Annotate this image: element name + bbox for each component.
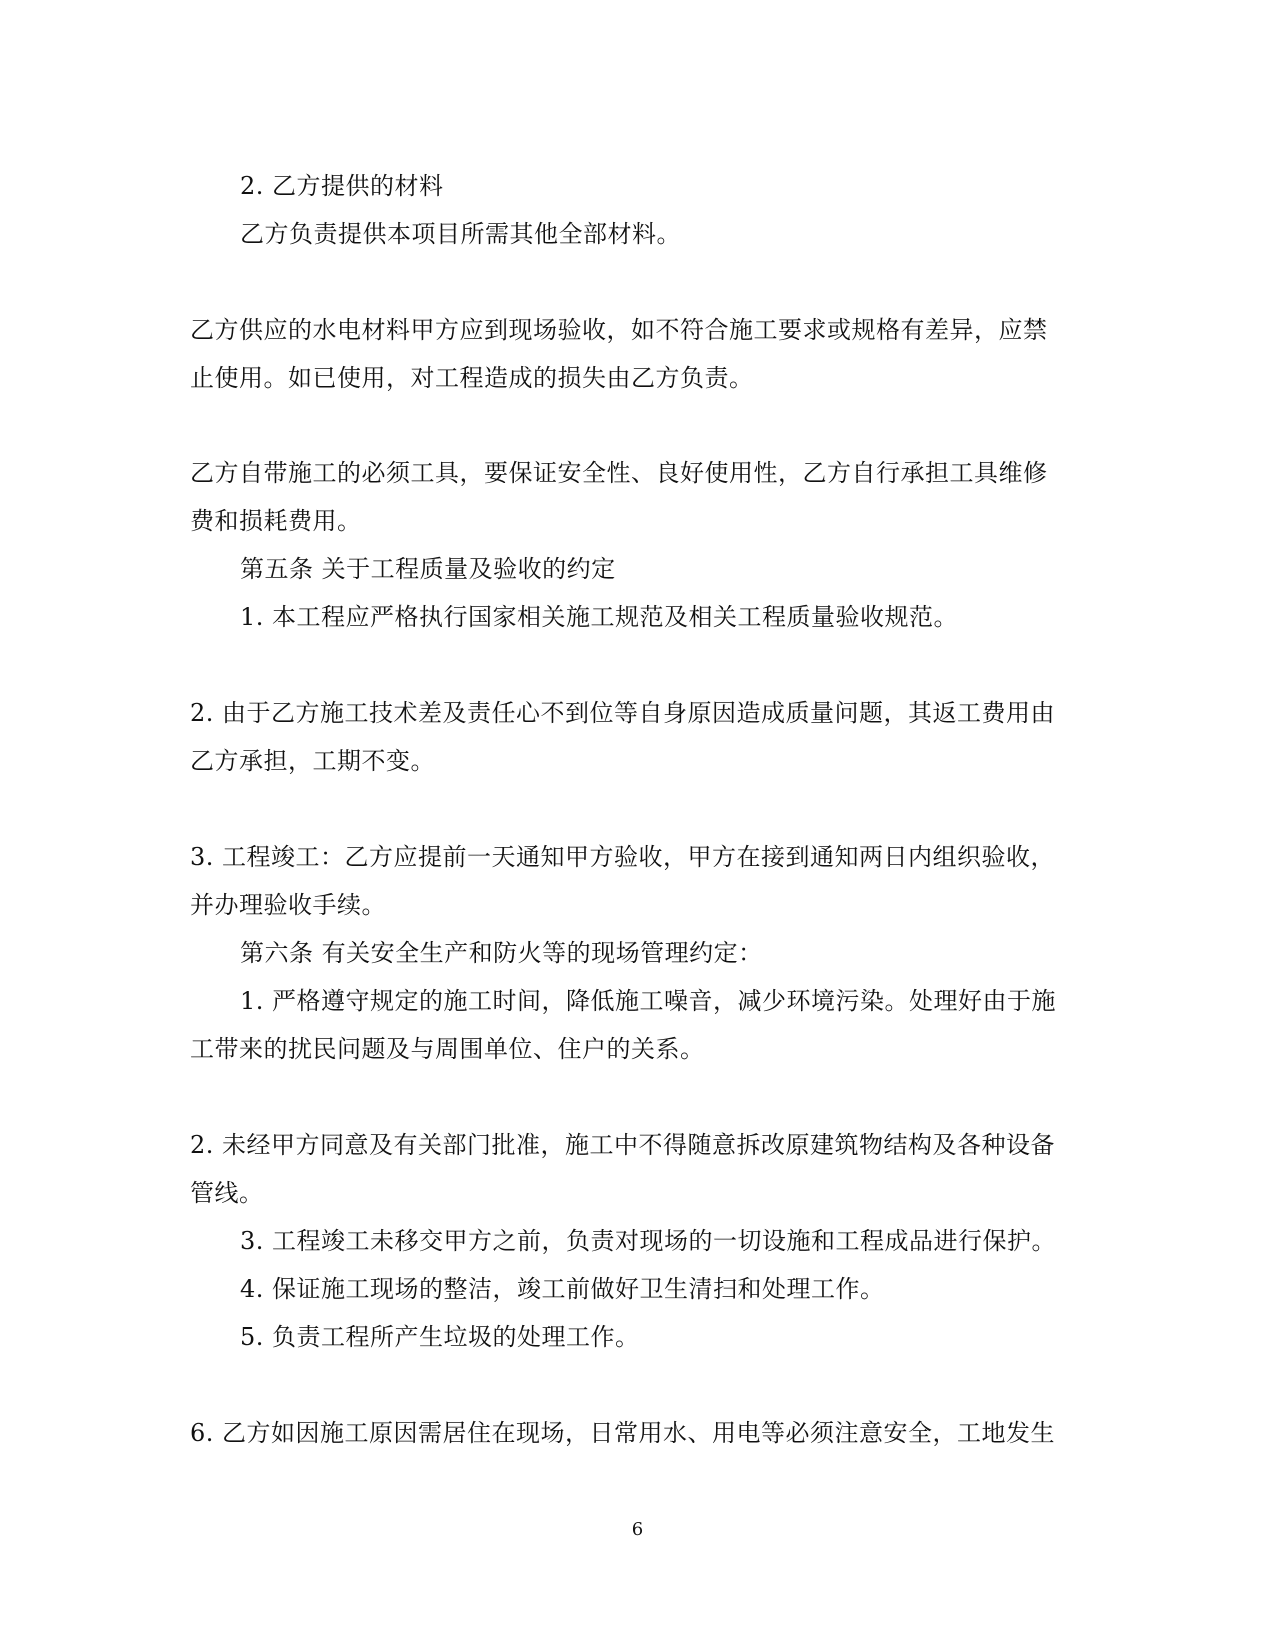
text-line: 3. 工程竣工：乙方应提前一天通知甲方验收，甲方在接到通知两日内组织验收，	[190, 843, 1056, 871]
text-line: 5. 负责工程所产生垃圾的处理工作。	[240, 1323, 640, 1351]
text-line: 1. 严格遵守规定的施工时间，降低施工噪音，减少环境污染。处理好由于施	[240, 987, 1057, 1015]
text-line: 1. 本工程应严格执行国家相关施工规范及相关工程质量验收规范。	[240, 603, 959, 631]
text-line: 费和损耗费用。	[190, 507, 362, 535]
text-line: 3. 工程竣工未移交甲方之前，负责对现场的一切设施和工程成品进行保护。	[240, 1227, 1057, 1255]
section-heading: 第六条 有关安全生产和防火等的现场管理约定：	[240, 939, 763, 967]
text-line: 乙方负责提供本项目所需其他全部材料。	[240, 220, 681, 248]
text-line: 乙方自带施工的必须工具，要保证安全性、良好使用性，乙方自行承担工具维修	[190, 459, 1048, 487]
text-line: 2. 由于乙方施工技术差及责任心不到位等自身原因造成质量问题，其返工费用由	[190, 699, 1056, 727]
text-line: 2. 未经甲方同意及有关部门批准，施工中不得随意拆改原建筑物结构及各种设备	[190, 1131, 1056, 1159]
text-line: 工带来的扰民问题及与周围单位、住户的关系。	[190, 1035, 705, 1063]
text-line: 4. 保证施工现场的整洁，竣工前做好卫生清扫和处理工作。	[240, 1275, 885, 1303]
text-line: 止使用。如已使用，对工程造成的损失由乙方负责。	[190, 364, 754, 392]
text-line: 乙方承担，工期不变。	[190, 747, 435, 775]
section-heading: 第五条 关于工程质量及验收的约定	[240, 555, 616, 583]
text-line: 管线。	[190, 1179, 264, 1207]
text-line: 6. 乙方如因施工原因需居住在现场，日常用水、用电等必须注意安全，工地发生	[190, 1419, 1056, 1447]
text-line: 2. 乙方提供的材料	[240, 172, 444, 200]
text-line: 乙方供应的水电材料甲方应到现场验收，如不符合施工要求或规格有差异，应禁	[190, 316, 1048, 344]
page-number: 6	[631, 1519, 644, 1540]
text-line: 并办理验收手续。	[190, 891, 386, 919]
